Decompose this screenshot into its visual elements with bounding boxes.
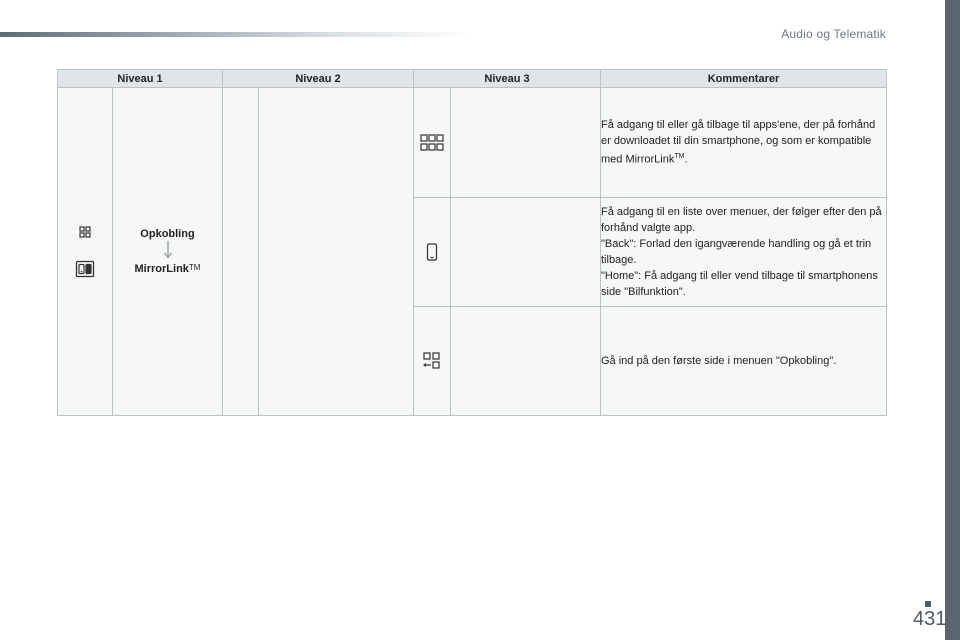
mirrorlink-label: MirrorLink™ — [134, 263, 201, 275]
arrow-down-icon — [163, 241, 173, 261]
level3-label-cell — [451, 88, 601, 198]
apps-grid-icon — [420, 134, 444, 152]
mirrorlink-icon — [75, 259, 95, 279]
grid-small-icon — [78, 225, 92, 239]
level3-icon-cell — [414, 307, 451, 416]
level1-label-cell — [113, 88, 223, 416]
header-kommentarer: Kommentarer — [601, 70, 887, 88]
header-niveau-2: Niveau 2 — [223, 70, 414, 88]
level3-label-cell — [451, 198, 601, 307]
level2-label-cell — [259, 88, 414, 416]
header-niveau-1: Niveau 1 — [58, 70, 223, 88]
opkobling-label: Opkobling — [140, 228, 195, 240]
settings-table — [57, 69, 887, 416]
level3-icon-cell — [414, 198, 451, 307]
level1-icon-cell — [58, 88, 113, 416]
page-number: 431 — [913, 608, 947, 630]
header-accent-bar — [0, 32, 470, 37]
header-niveau-3: Niveau 3 — [414, 70, 601, 88]
page-marker — [925, 601, 931, 607]
comment-cell — [601, 198, 887, 307]
comment-cell: Gå ind på den første side i menuen "Opkobling". — [601, 307, 887, 416]
comment-line: Få adgang til en liste over menuer, der følger efter den på forhånd valgte app. — [601, 206, 882, 234]
level2-icon-cell — [223, 88, 259, 416]
table-row — [58, 88, 887, 198]
level3-label-cell — [451, 307, 601, 416]
right-edge-strip — [945, 0, 960, 640]
table-header-row — [58, 70, 887, 88]
comment-line: "Home": Få adgang til eller vend tilbage til smartphonens side "Bilfunktion". — [601, 270, 878, 298]
section-title: Audio og Telematik — [781, 27, 886, 41]
back-to-menu-icon — [422, 352, 442, 370]
comment-line: "Back": Forlad den igangværende handling og gå et trin tilbage. — [601, 238, 872, 266]
smartphone-icon — [426, 243, 438, 261]
comment-cell: Få adgang til eller gå tilbage til apps'ene, der på forhånd er downloadet til din smartphone, og som er kompatible med MirrorLink™. — [601, 88, 887, 198]
level3-icon-cell — [414, 88, 451, 198]
